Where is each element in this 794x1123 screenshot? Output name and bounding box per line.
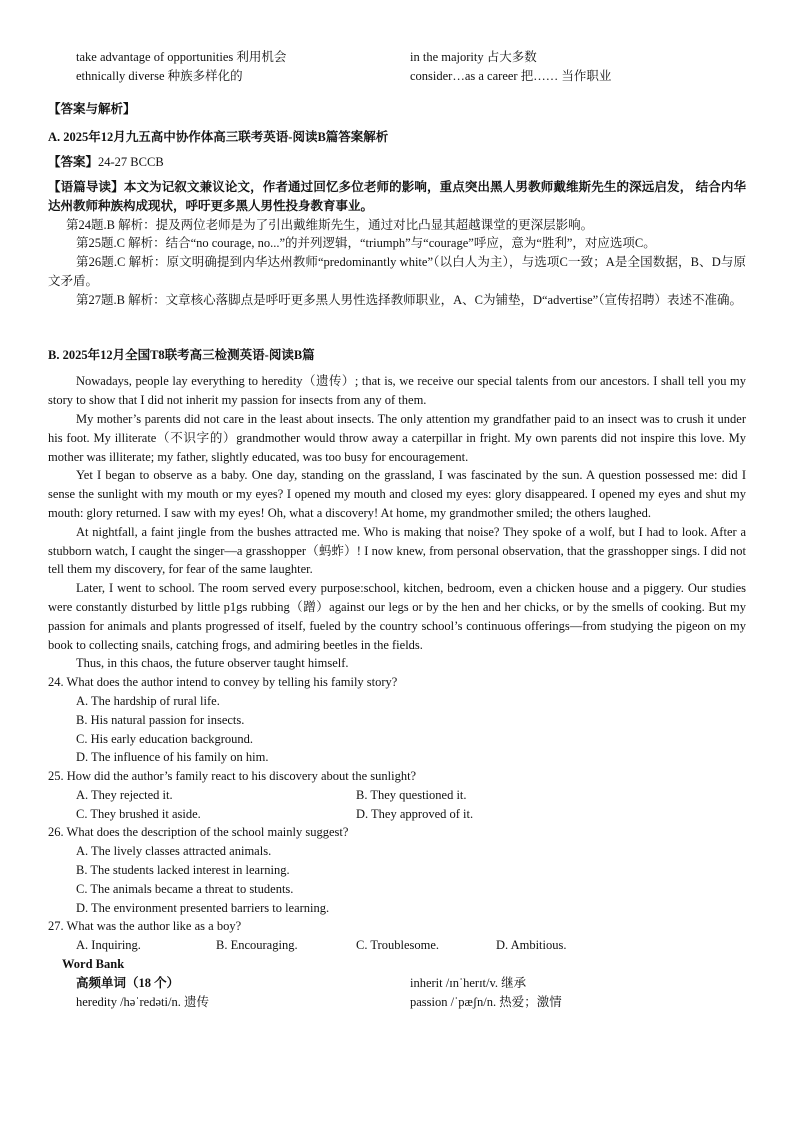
vocab-item: ethnically diverse 种族多样化的: [76, 68, 243, 83]
vocab-row: [48, 48, 746, 67]
question-stem: 26. What does the description of the school mainly suggest?: [48, 825, 349, 840]
passage-paragraph: My mother’s parents did not care in the least about insects. The only attention my grandfather paid to an insect was to crush it under his foot. My illiterate（不识字的）grandmother would throw away a caterpillar in fright. My own parents did not inspire this love. My mother was illiterate; my father, slightly educated, was too busy for encouragement.: [48, 411, 746, 464]
question-stem: 25. How did the author’s family react to his discovery about the sunlight?: [48, 769, 417, 784]
passage-paragraph: Nowadays, people lay everything to heredity（遗传）; that is, we receive our special talents from our ancestors. I shall tell you my story to show that I did not inherit my passion for insects from any of them.: [48, 374, 746, 408]
option-row: [48, 786, 746, 805]
question-26: [48, 823, 746, 917]
answer-header: 【答案与解析】: [48, 101, 136, 116]
vocab-row: [48, 67, 746, 86]
passage: [48, 372, 746, 673]
vocab-item: in the majority 占大多数: [410, 50, 537, 64]
explanation-26: 第26题.C 解析：原文明确提到内华达州教师“predominantly white”（以白人为主），与选项C一致；A是全国数据，B、D与原文矛盾。: [48, 255, 746, 288]
option: A. The lively classes attracted animals.: [76, 844, 272, 859]
explanation-27: 第27题.B 解析：文章核心落脚点是呼吁更多黑人男性选择教师职业，A、C为铺垫，D“advertise”（宣传招聘）表述不准确。: [76, 292, 742, 307]
option-row: [48, 805, 746, 824]
option: D. They approved of it.: [356, 806, 474, 821]
option: C. The animals became a threat to students.: [76, 881, 294, 896]
option: C. Troublesome.: [356, 938, 440, 953]
part-b-title: B. 2025年12月全国T8联考高三检测英语-阅读B篇: [48, 347, 315, 362]
guide-label: 【语篇导读】: [48, 179, 124, 194]
vocab-item: take advantage of opportunities 利用机会: [76, 50, 287, 64]
option: A. The hardship of rural life.: [76, 693, 220, 708]
word-bank-item: inherit /ɪnˈherɪt/v. 继承: [410, 975, 527, 990]
word-bank-item: heredity /həˈredəti/n. 遗传: [76, 994, 209, 1009]
option: D. Ambitious.: [496, 938, 567, 953]
part-a-guide: [48, 178, 746, 216]
option: C. His early education background.: [76, 731, 254, 746]
word-bank-item: passion /ˈpæʃn/n. 热爱；激情: [410, 994, 562, 1009]
explanation-25: 第25题.C 解析：结合“no courage, no...”的并列逻辑，“triumph”与“courage”呼应，意为“胜利”，对应选项C。: [76, 236, 656, 251]
word-bank-row: [48, 974, 746, 993]
word-bank-row: [48, 993, 746, 1012]
option: B. The students lacked interest in learning.: [76, 863, 290, 878]
passage-paragraph: At nightfall, a faint jingle from the bushes attracted me. Who is making that noise? They spoke of a wolf, but I had to look. After a stubborn watch, I caught the singer—a grasshopper（蚂蚱）! I now knew, from personal observation, that the grasshopper sings. I did not tell them my discovery, for fear of the same laughter.: [48, 524, 746, 577]
answer-value: 24-27 BCCB: [98, 155, 164, 170]
option: A. They rejected it.: [76, 787, 173, 802]
option: A. Inquiring.: [76, 938, 141, 953]
option: C. They brushed it aside.: [76, 806, 201, 821]
question-25: [48, 767, 746, 823]
vocab-top: [48, 48, 746, 86]
question-stem: 27. What was the author like as a boy?: [48, 919, 242, 934]
vocab-item: consider…as a career 把…… 当作职业: [410, 68, 612, 83]
option: B. His natural passion for insects.: [76, 712, 245, 727]
option: D. The influence of his family on him.: [76, 750, 269, 765]
answer-label: 【答案】: [48, 155, 99, 170]
passage-paragraph: Yet I began to observe as a baby. One day, standing on the grassland, I was fascinated by the sun. A question possessed me: did I sense the sunlight with my mouth or my eyes? I opened my mouth and closed my eyes: glory disappeared. I opened my eyes and shut my mouth: glory returned. I saw with my eyes! Oh, what a discovery! At home, my grandmother smiled; the others laughed.: [48, 468, 746, 520]
option: B. Encouraging.: [216, 938, 298, 953]
word-bank-subtitle: 高频单词（18 个）: [76, 975, 180, 990]
explanation-24: 第24题.B 解析：提及两位老师是为了引出戴维斯先生，通过对比凸显其超越课堂的更深层影响。: [66, 217, 594, 232]
option: B. They questioned it.: [356, 787, 467, 802]
document-page: [48, 48, 746, 1011]
part-a-title: A. 2025年12月九五高中协作体高三联考英语-阅读B篇答案解析: [48, 130, 389, 145]
word-bank-title: Word Bank: [62, 957, 125, 972]
passage-paragraph: Later, I went to school. The room served every purpose:school, kitchen, bedroom, even a chicken house and a piggery. Our studies were constantly disturbed by little p1gs rubbing（蹭）against our legs or by the hen and her chicks, or by the smells of cooking. But my passion for animals and plants progressed of itself, fueled by the country school’s continuous offerings—from studying the pigeon on my book to collecting snails, catching frogs, and admiring beetles in the fields.: [48, 581, 746, 652]
question-24: [48, 673, 746, 767]
passage-paragraph: Thus, in this chaos, the future observer taught himself.: [76, 656, 349, 671]
question-27: [48, 917, 746, 955]
question-stem: 24. What does the author intend to convey by telling his family story?: [48, 675, 398, 690]
guide-text: 本文为记叙文兼议论文，作者通过回忆多位老师的影响，重点突出黑人男教师戴维斯先生的深远启发， 结合内华达州教师种族构成现状，呼吁更多黑人男性投身教育事业。: [48, 179, 746, 213]
option-row: [48, 936, 746, 955]
part-a-answer: [48, 153, 746, 172]
option: D. The environment presented barriers to learning.: [76, 900, 330, 915]
